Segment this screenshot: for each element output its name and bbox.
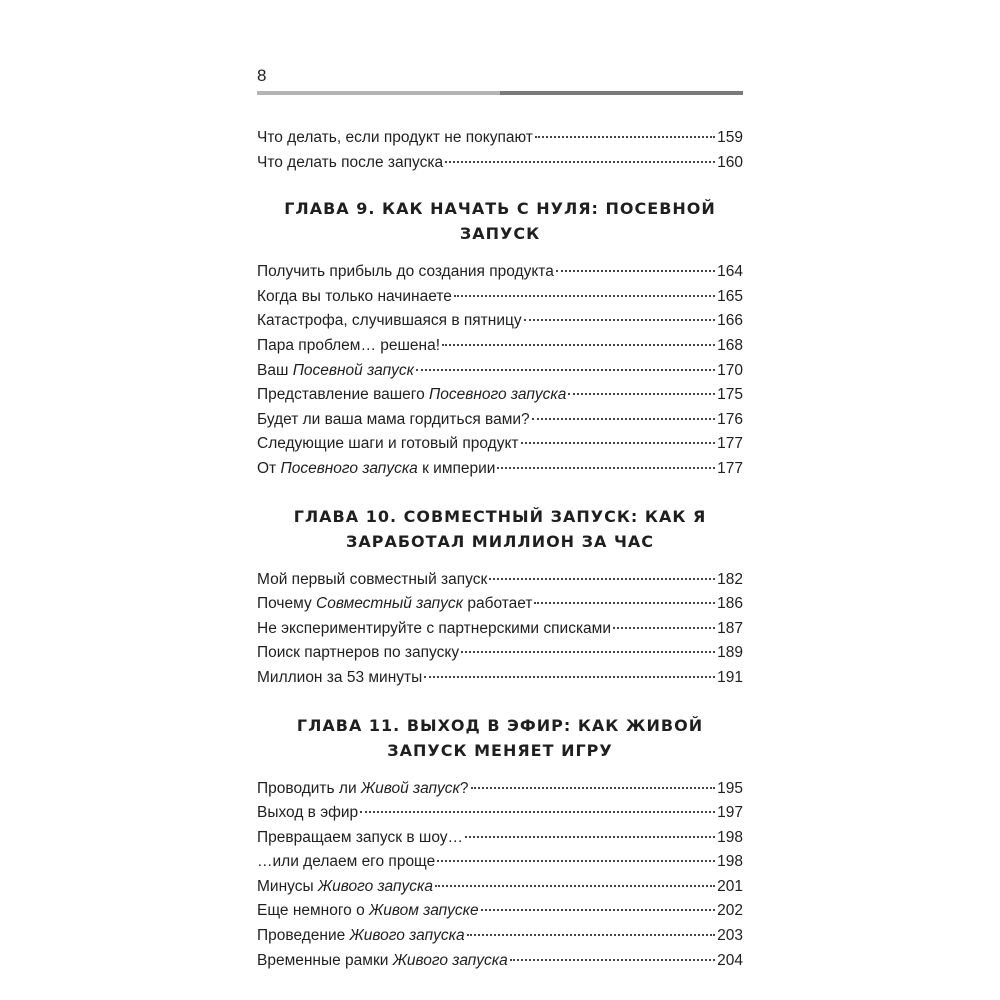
dot-leader: [437, 860, 715, 862]
title-part: Минусы: [257, 877, 318, 895]
title-part: Почему: [257, 595, 317, 613]
toc-entry-title: [257, 777, 469, 802]
toc-entry-page: 202: [717, 902, 743, 920]
toc-entry-page: 204: [717, 951, 743, 969]
toc-entry-title: [257, 850, 435, 875]
italic-title-part: Живого запуска: [349, 927, 465, 945]
toc-entry: [257, 151, 743, 176]
dot-leader: [510, 959, 715, 961]
toc-entry-page: 203: [717, 927, 743, 945]
toc-entry-title: [257, 875, 433, 900]
toc-entry: [257, 777, 743, 802]
toc-entry-page: 195: [717, 779, 743, 797]
italic-title-part: Живого запуска: [392, 951, 508, 969]
title-part: Проводить ли: [257, 779, 361, 797]
title-part: Катастрофа, случившаяся в пятницу: [257, 312, 522, 330]
toc-entry: [257, 617, 743, 642]
toc-entry: [257, 899, 743, 924]
title-part: Пара проблем… решена!: [257, 336, 441, 354]
toc-entry: [257, 568, 743, 593]
dot-leader: [465, 836, 715, 838]
dot-leader: [535, 136, 715, 138]
toc-entry-title: [257, 899, 479, 924]
title-part: Мой первый совместный запуск: [257, 570, 488, 588]
toc-entry-title: [257, 126, 533, 151]
dot-leader: [461, 651, 715, 653]
toc-entry-title: [257, 334, 440, 359]
toc-entry-page: 177: [717, 435, 743, 453]
italic-title-part: Посевной запуск: [292, 361, 414, 379]
toc-entry-title: [257, 568, 487, 593]
title-part: Выход в эфир: [257, 804, 359, 822]
toc-entry-title: [257, 666, 422, 691]
toc-entry: [257, 260, 743, 285]
title-part: ?: [459, 779, 469, 797]
toc-entry-page: 160: [717, 153, 743, 171]
title-part: Поиск партнеров по запуску: [257, 644, 460, 662]
toc-entry-page: 170: [717, 361, 743, 379]
toc-entry-title: [257, 617, 611, 642]
toc-entry: [257, 875, 743, 900]
toc-entry-title: [257, 457, 495, 482]
italic-title-part: Посевного запуска: [429, 386, 567, 404]
dot-leader: [556, 270, 715, 272]
toc-entry-page: 182: [717, 570, 743, 588]
table-of-contents: [257, 126, 743, 973]
dot-leader: [360, 811, 715, 813]
toc-entry: [257, 924, 743, 949]
dot-leader: [489, 578, 715, 580]
toc-entry: [257, 850, 743, 875]
dot-leader: [481, 909, 716, 911]
toc-entry-title: [257, 641, 459, 666]
toc-entry: [257, 408, 743, 433]
italic-title-part: Живого запуска: [317, 877, 433, 895]
toc-entry-page: 159: [717, 129, 743, 146]
toc-entry: [257, 457, 743, 482]
toc-entry: [257, 285, 743, 310]
toc-entry: [257, 126, 743, 151]
toc-entry-page: 164: [717, 263, 743, 281]
toc-entry: [257, 801, 743, 826]
dot-leader: [445, 161, 715, 163]
toc-entry-page: 177: [717, 459, 743, 477]
toc-entry: [257, 359, 743, 384]
dot-leader: [524, 319, 716, 321]
title-part: Превращаем запуск в шоу…: [257, 828, 464, 846]
chapter-heading: ГЛАВА 10. СОВМЕСТНЫЙ ЗАПУСК: КАК Я ЗАРАБОТАЛ МИЛЛИОН ЗА ЧАС: [293, 506, 707, 551]
title-part: Не экспериментируйте с партнерскими списками: [257, 619, 611, 637]
toc-entry: [257, 641, 743, 666]
toc-entry-title: [257, 151, 443, 176]
dot-leader: [424, 676, 715, 678]
toc-entry: [257, 383, 743, 408]
toc-entry-title: [257, 949, 508, 974]
title-part: …или делаем его проще: [257, 853, 436, 871]
title-part: От: [257, 459, 281, 477]
page-number: 8: [257, 66, 267, 85]
italic-title-part: Живом запуске: [369, 902, 479, 920]
dot-leader: [471, 787, 716, 789]
toc-entry-title: [257, 826, 463, 851]
toc-entry-page: 189: [717, 644, 743, 662]
toc-entry: [257, 592, 743, 617]
dot-leader: [568, 393, 715, 395]
toc-entry-title: [257, 924, 465, 949]
title-part: Следующие шаги и готовый продукт: [257, 435, 519, 453]
dot-leader: [467, 934, 716, 936]
chapter-heading: ГЛАВА 11. ВЫХОД В ЭФИР: КАК ЖИВОЙ ЗАПУСК МЕНЯЕТ ИГРУ: [296, 715, 704, 760]
title-part: Ваш: [257, 361, 293, 379]
toc-entry-title: [257, 309, 522, 334]
chapter-heading: ГЛАВА 9. КАК НАЧАТЬ С НУЛЯ: ПОСЕВНОЙ ЗАПУСК: [284, 199, 716, 244]
title-part: Будет ли ваша мама гордиться вами?: [257, 410, 530, 428]
toc-entry: [257, 334, 743, 359]
toc-entry-page: 168: [717, 336, 743, 354]
toc-entry-title: [257, 408, 530, 433]
toc-entry-title: [257, 285, 452, 310]
toc-entry-title: [257, 383, 566, 408]
dot-leader: [532, 418, 715, 420]
title-part: Что делать после запуска: [257, 153, 444, 171]
dot-leader: [435, 885, 715, 887]
header-rule: [257, 91, 743, 95]
toc-entry: [257, 432, 743, 457]
title-part: Представление вашего: [257, 386, 430, 404]
toc-entry-title: [257, 592, 532, 617]
toc-entry-title: [257, 359, 414, 384]
italic-title-part: Посевного запуска: [280, 459, 418, 477]
toc-entry-title: [257, 260, 554, 285]
dot-leader: [534, 602, 715, 604]
title-part: Временные рамки: [257, 951, 393, 969]
toc-entry-page: 175: [717, 386, 743, 404]
title-part: Получить прибыль до создания продукта: [257, 263, 554, 281]
toc-entry-page: 176: [717, 410, 743, 428]
toc-entry-title: [257, 801, 358, 826]
toc-entry-page: 165: [717, 287, 743, 305]
toc-entry-page: 201: [717, 877, 743, 895]
dot-leader: [442, 344, 715, 346]
title-part: Проведение: [257, 927, 350, 945]
title-part: работает: [463, 595, 533, 613]
italic-title-part: Совместный запуск: [316, 595, 464, 613]
title-part: Еще немного о: [257, 902, 370, 920]
toc-entry: [257, 309, 743, 334]
toc-entry: [257, 949, 743, 974]
dot-leader: [613, 627, 715, 629]
toc-entry: [257, 666, 743, 691]
toc-entry-page: 198: [717, 828, 743, 846]
dot-leader: [521, 442, 716, 444]
title-part: Когда вы только начинаете: [257, 287, 452, 305]
italic-title-part: Живой запуск: [360, 779, 460, 797]
dot-leader: [454, 295, 715, 297]
toc-entry-page: 186: [717, 595, 743, 613]
title-part: к империи: [417, 459, 496, 477]
dot-leader: [416, 369, 715, 371]
toc-entry: [257, 826, 743, 851]
toc-entry-page: 198: [717, 853, 743, 871]
title-part: Миллион за 53 минуты: [257, 668, 423, 686]
toc-entry-page: 197: [717, 804, 743, 822]
toc-entry-page: 187: [717, 619, 743, 637]
toc-entry-title: [257, 432, 519, 457]
toc-entry-page: 191: [717, 668, 743, 686]
title-part: Что делать, если продукт не покупают: [257, 129, 533, 146]
toc-entry-page: 166: [717, 312, 743, 330]
dot-leader: [497, 467, 715, 469]
